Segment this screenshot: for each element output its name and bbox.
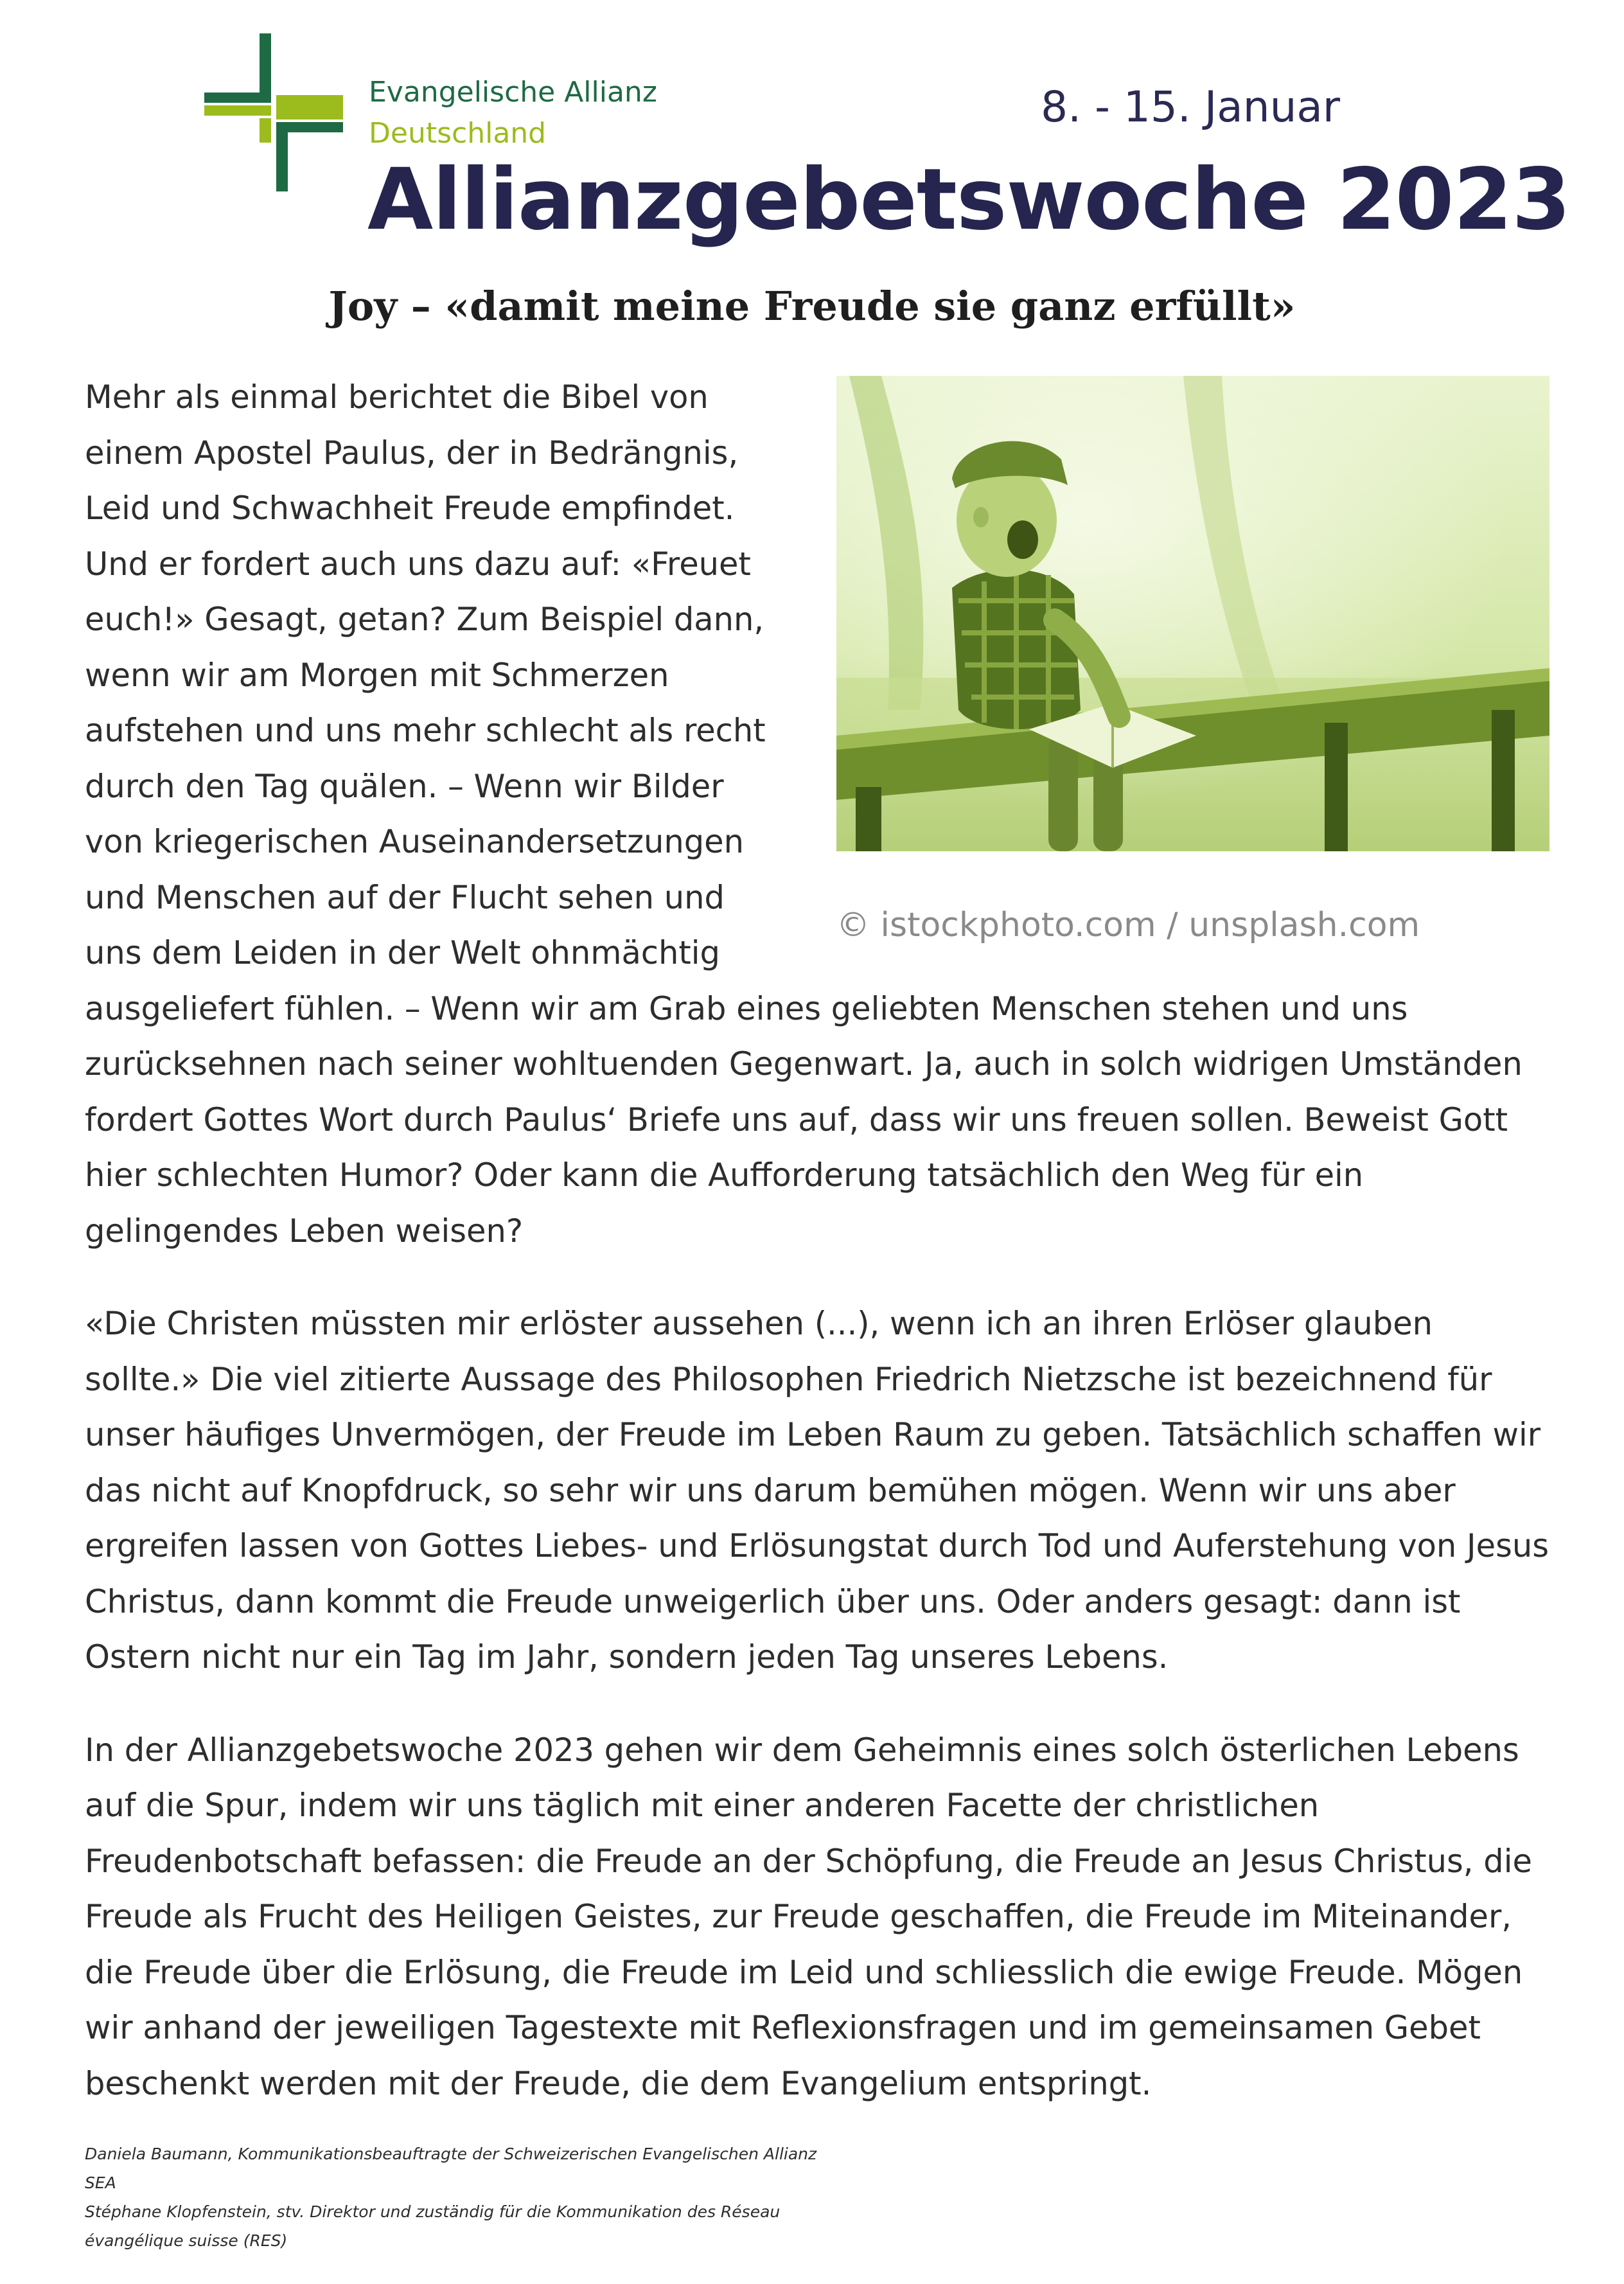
footer-line-1: Daniela Baumann, Kommunikationsbeauftragte der Schweizerischen Evangelischen Allianz	[85, 2145, 817, 2163]
org-name-line2: Deutschland	[369, 117, 547, 150]
paragraph-2: «Die Christen müssten mir erlöster aussehen (...), wenn ich an ihren Erlöser glauben sollte.» Die viel zitierte Aussage des Philosophen Friedrich Nietzsche ist bezeichnend für unser häufiges Unvermögen, der Freude im Leben Raum zu geben. Tatsächlich schaffen wir das nicht auf Knopfdruck, so sehr wir uns darum bemühen mögen. Wenn wir uns aber ergreifen lassen von Gottes Liebes- und Erlösungstat durch Tod und Auferstehung von Jesus Christus, dann kommt die Freude unweigerlich über uns. Oder anders gesagt: dann ist Ostern nicht nur ein Tag im Jahr, sondern jeden Tag unseres Lebens.	[85, 1305, 1549, 1676]
organization-name	[369, 72, 657, 154]
org-name-line1: Evangelische Allianz	[369, 76, 657, 109]
authors-footer	[85, 2139, 984, 2255]
footer-line-4: évangélique suisse (RES)	[85, 2231, 288, 2250]
paragraph-1: Mehr als einmal berichtet die Bibel von einem Apostel Paulus, der in Bedrängnis, Leid und Schwachheit Freude empfindet. Und er fordert auch uns dazu auf: «Freuet euch!» Gesagt, getan? Zum Beispiel dann, wenn wir am Morgen mit Schmerzen aufstehen und uns mehr schlecht als recht durch den Tag quälen. – Wenn wir Bilder von kriegerischen Auseinandersetzungen und Menschen auf der Flucht sehen und uns dem Leiden in der Welt ohnmächtig ausgeliefert fühlen. – Wenn wir am Grab eines geliebten Menschen stehen und uns zurücksehnen nach seiner wohltuenden Gegenwart. Ja, auch in solch widrigen Umständen fordert Gottes Wort durch Paulus‘ Briefe uns auf, dass wir uns freuen sollen. Beweist Gott hier schlechten Humor? Oder kann die Aufforderung tatsächlich den Weg für ein gelingendes Leben weisen?	[85, 378, 1522, 1250]
footer-line-3: Stéphane Klopfenstein, stv. Direktor und zuständig für die Kommunikation des Réseau	[85, 2202, 781, 2221]
article-body	[85, 369, 1549, 2111]
photo-figure	[836, 376, 1549, 948]
laughing-child-photo	[836, 376, 1549, 851]
footer-line-2: SEA	[85, 2173, 116, 2192]
photo-credit: © istockphoto.com / unsplash.com	[836, 906, 1420, 944]
alliance-cross-logo	[204, 33, 343, 191]
page-subtitle: Joy – «damit meine Freude sie ganz erfüllt»	[328, 283, 1296, 330]
paragraph-3: In der Allianzgebetswoche 2023 gehen wir dem Geheimnis eines solch österlichen Lebens auf die Spur, indem wir uns täglich mit einer anderen Facette der christlichen Freudenbotschaft befassen: die Freude an der Schöpfung, die Freude an Jesus Christus, die Freude als Frucht des Heiligen Geistes, zur Freude geschaffen, die Freude im Miteinander, die Freude über die Erlösung, die Freude im Leid und schliesslich die ewige Freude. Mögen wir anhand der jeweiligen Tagestexte mit Reflexionsfragen und im gemeinsamen Gebet beschenkt werden mit der Freude, die dem Evangelium entspringt.	[85, 1731, 1532, 2102]
page-title: Allianzgebetswoche 2023	[367, 150, 1571, 249]
event-dates: 8. - 15. Januar	[1041, 82, 1340, 132]
